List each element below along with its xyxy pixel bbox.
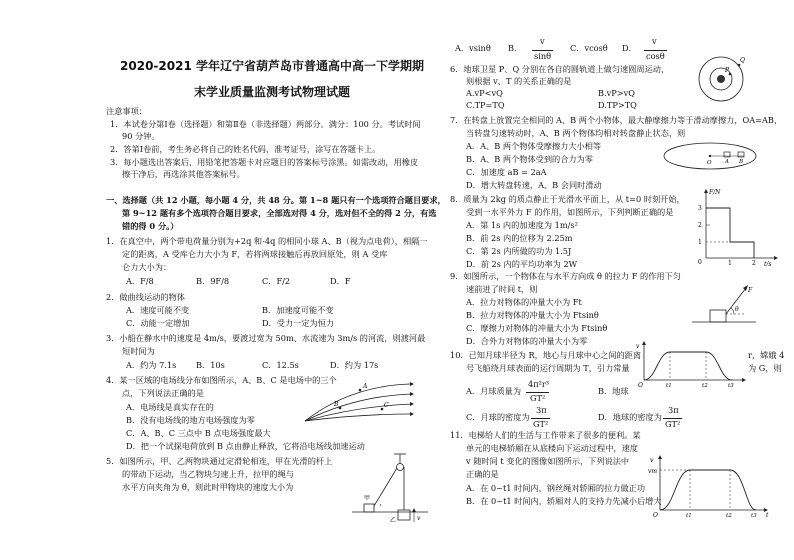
q3-option-b: B．10s <box>196 360 225 370</box>
section1-line-c: 错的得 0 分。） <box>122 221 179 231</box>
q5-option-b-num: v <box>540 36 545 46</box>
q10-option-c-den: GT² <box>533 419 549 429</box>
page-title-line1: 2020-2021 学年辽宁省葫芦岛市普通高中高一下学期期 <box>120 59 424 73</box>
tick-t2-2: t2 <box>726 513 732 518</box>
label-yi: 乙 <box>390 517 397 524</box>
q3-option-c: C．12.5s <box>262 360 299 370</box>
q3-option-a: A．约为 7.1s <box>126 360 177 370</box>
q8-option-c: C．第 2s 内所做的功为 1.5J <box>466 246 572 256</box>
q4-option-d: D．把一个试探电荷放到 B 点由静止释放，它将沿电场线加速运动 <box>126 441 365 451</box>
label-theta: θ <box>735 306 739 313</box>
q5-stem-b: 的带动下运动，当乙物块匀速上升，拉甲的绳与 <box>122 469 294 479</box>
q10-option-d-den: GT² <box>665 419 681 429</box>
q5-option-d-pre: D． <box>622 43 637 53</box>
q7-option-c: C．加速度 aB = 2aA <box>466 167 547 177</box>
velocity-time-graph-upper <box>636 340 748 388</box>
q7-turntable-figure <box>662 140 760 172</box>
q1-option-c: C．F/2 <box>262 276 291 286</box>
q1-stem-a: 1．在真空中，两个带电荷量分别为+2q 和-4q 的相同小球 A、B（视为点电荷），相隔一 <box>106 236 428 246</box>
q6-option-b: B.vP>vQ <box>598 88 635 98</box>
label-vm: vm <box>648 468 658 475</box>
svg-text:A: A <box>363 383 368 390</box>
axis-label-v: v <box>636 343 640 350</box>
q6-orbit-figure <box>695 53 747 105</box>
q10-option-d-pre: D．地球的密度为 <box>598 412 662 422</box>
q1-option-d: D．F <box>330 276 351 286</box>
note-3b: 擦干净后，再选涂其他答案标号。 <box>122 169 245 179</box>
tick-y-2: 2 <box>698 222 702 229</box>
q9-stem-b: 速前进了时间 t，则 <box>466 284 538 294</box>
q4-stem-b: 点，下列说法正确的是 <box>122 388 204 398</box>
section1-line-a: 一、选择题（共 12 小题，每小题 4 分，共 48 分。第 1~8 题只有一个选项符合题目要求， <box>106 195 446 205</box>
q7-stem-b: 当转盘匀速转动时，A、B 两个物体均相对转盘静止状态，则 <box>466 128 686 138</box>
q9-option-a: A．拉力对物体的冲量大小为 Ft <box>466 297 582 307</box>
q9-option-b: B．拉力对物体的冲量大小为 Ftsinθ <box>466 310 599 320</box>
q5-stem-a: 5．如图所示，甲、乙两物块通过定滑轮相连，甲在光滑的杆上 <box>106 456 333 466</box>
tick-t3: t3 <box>728 383 734 388</box>
q8-option-b: B．前 2s 内的位移为 2.25m <box>466 233 573 243</box>
q2-option-d: D．受力一定为恒力 <box>262 318 335 328</box>
axis-label-v2: v <box>650 457 654 464</box>
q4-option-a: A．电场线是真实存在的 <box>126 402 214 412</box>
q11-stem-b: 单元的电梯轿厢在从底楼向下运动过程中，速度 <box>466 443 638 453</box>
q5-option-b-den: sinθ <box>534 51 552 61</box>
q6-stem-a: 6．地球卫星 P、Q 分别在各自的圆轨道上做匀速圆周运动， <box>450 64 670 74</box>
q10-stem-b: 号飞船绕月球表面的运行周期为 T，引力常量 <box>466 363 630 373</box>
q7-option-d: D．增大转盘转速，A、B 会同时滑动 <box>466 180 602 190</box>
q6-option-a: A.vP<vQ <box>466 88 503 98</box>
label-jia: 甲 <box>364 495 371 502</box>
q5-pulley-figure <box>350 452 430 526</box>
q10-option-a-num: 4π²r³ <box>528 379 550 389</box>
axis-label-x: t/s <box>764 261 772 266</box>
q11-option-b: B．在 0~t1 时间内，轿厢对人的支持力先减小后增大 <box>466 496 662 506</box>
q1-stem-c: 仑力大小为： <box>122 262 172 272</box>
page-title-line2: 末学业质量监测考试物理试题 <box>193 85 350 99</box>
q9-option-c: C．摩擦力对物体的冲量大小为 Ftsinθ <box>466 323 608 333</box>
note-2: 2．答第Ⅰ卷前，考生务必将自己的姓名代码，准考证号，涂写在答题卡上。 <box>110 144 381 154</box>
block-yi <box>398 510 410 520</box>
tick-x-2: 2 <box>752 260 756 266</box>
q6-stem-b: 则根据 v、T 的关系正确的是 <box>466 76 572 86</box>
q8-option-a: A．第 1s 内的加速度为 1m/s² <box>466 220 578 230</box>
velocity-time-graph-lower <box>648 454 772 518</box>
q4-option-c: C．A、B、C 三点中 B 点电场强度最大 <box>126 428 271 438</box>
tick-y-1: 1 <box>698 239 702 246</box>
svg-text:C: C <box>384 402 389 409</box>
q3-stem-b: 短时间为 <box>122 346 155 356</box>
q8-option-d: D．前 2s 内的平均功率为 2W <box>466 259 578 269</box>
q7-option-b: B．A、B 两个物体受到的合力为零 <box>466 154 593 164</box>
q10-option-d-num: 3π <box>668 405 679 415</box>
q4-stem-a: 4．某一区域的电场线分布如图所示，A、B、C 是电场中的三个 <box>106 375 337 385</box>
tick-t1: t1 <box>666 383 672 388</box>
note-1b: 90 分钟。 <box>122 131 160 141</box>
label-q: Q <box>740 57 745 64</box>
q5-option-d-num: v <box>652 36 657 46</box>
q2-stem: 2．做曲线运动的物体 <box>106 292 185 302</box>
q10-option-a-den: GT² <box>526 392 549 405</box>
q11-option-a: A．在 0~t1 时间内，钢丝绳对轿厢的拉力做正功 <box>466 483 646 493</box>
origin-label: O <box>638 382 643 388</box>
axis-label-y: F/N <box>709 189 721 196</box>
q10-stem-b-end: 为 G，则 <box>748 363 782 373</box>
q1-stem-b: 定的距离，A 受库仑力大小为 F，若将两球接触后再放回原处，则 A 受库 <box>122 249 388 259</box>
q8-stem-a: 8．质量为 2kg 的质点静止于光滑水平面上，从 t=0 时刻开始， <box>450 194 685 204</box>
q1-option-a: A．F/8 <box>126 276 154 286</box>
note-1a: 1．本试卷分第Ⅰ卷（选择题）和第Ⅱ卷（非选择题）两部分。满分：100 分。考试时间 <box>110 119 421 129</box>
q8-stem-b: 受到一水平外力 F 的作用，如图所示，下列判断正确的是 <box>466 207 674 217</box>
pulley <box>397 464 404 471</box>
q10-option-b: B．地球 <box>598 386 629 396</box>
q5-stem-c: 水平方向夹角为 θ，则此时甲物块的速度大小为 <box>122 482 294 492</box>
q5-option-c: C．vcosθ <box>570 43 608 53</box>
tick-t2: t2 <box>702 383 708 388</box>
origin-label-2: O <box>653 512 658 518</box>
q8-force-time-graph <box>690 186 780 266</box>
notes-heading: 注意事项： <box>106 106 147 116</box>
q2-option-b: B．加速度可能不变 <box>262 305 334 315</box>
section1-line-b: 第 9~12 题有多个选项符合题目要求，全部选对得 4 分，选对但不全的得 2 分，有选 <box>122 208 437 218</box>
q10-stem-a: 10．已知月球半径为 R，地心与月球中心之间的距离 <box>450 350 642 360</box>
q9-block-force-figure <box>690 276 760 328</box>
label-o: O <box>707 160 712 166</box>
q10-option-c-pre: C．月球的密度为 <box>466 412 530 422</box>
q7-stem-a: 7．在转盘上放置完全相同的 A、B 两个小物体，最大静摩擦力等于滑动摩擦力，OA=AB， <box>450 115 783 125</box>
block-jia <box>364 504 374 512</box>
q11-stem-d: 正确的是 <box>466 469 499 479</box>
q5-option-a: A．vsinθ <box>455 43 491 53</box>
label-f: F <box>748 287 753 294</box>
q2-option-c: C．动能一定增加 <box>126 318 190 328</box>
q10-option-a-pre: A．月球质量为 <box>466 386 522 396</box>
q11-stem-a: 11．电梯给人们的生活与工作带来了很多的便利。某 <box>450 430 641 440</box>
q10-option-c-num: 3π <box>536 405 547 415</box>
note-3a: 3．每小题选出答案后，用铅笔把答题卡对应题目的答案标号涂黑。如需改动，用橡皮 <box>110 157 419 167</box>
q6-option-c: C.TP=TQ <box>466 100 505 110</box>
label-p: P <box>725 67 730 74</box>
label-v: v <box>417 515 421 522</box>
q4-field-lines-figure <box>300 376 420 426</box>
q3-option-d: D．约为 17s <box>330 360 379 370</box>
q11-stem-c: v 随时间 t 变化的图像如图所示，下列说法中 <box>466 456 630 466</box>
label-a: A <box>725 159 729 165</box>
axis-label-t: t <box>766 512 769 518</box>
q10-stem-a-end: r，嫦娥 4 <box>748 350 785 360</box>
q9-option-d: D．合外力对物体的冲量大小为零 <box>466 336 588 346</box>
q7-option-a: A．A、B 两个物体受摩擦力大小相等 <box>466 141 602 151</box>
tick-y-3: 3 <box>698 205 702 212</box>
q4-option-b: B．没有电场线的地方电场强度为零 <box>126 415 255 425</box>
q6-option-d: D.TP>TQ <box>598 100 637 110</box>
tick-x-0: 0 <box>698 259 702 266</box>
q2-option-a: A．速度可能不变 <box>126 305 190 315</box>
q5-option-d-den: cosθ <box>646 51 665 61</box>
q1-option-b: B．9F/8 <box>196 276 230 286</box>
q3-stem-a: 3．小船在静水中的速度是 4m/s，要渡过宽为 50m、水流速为 3m/s 的河流，则渡河最 <box>106 333 426 343</box>
label-b: B <box>739 159 744 165</box>
q9-stem-a: 9．如图所示，一个物体在与水平方向成 θ 的拉力 F 的作用下匀 <box>450 271 681 281</box>
svg-text:B: B <box>334 401 339 408</box>
tick-t3-2: t3 <box>751 513 757 518</box>
q5-option-b-pre: B． <box>508 43 523 53</box>
tick-t1-2: t1 <box>686 513 692 518</box>
tick-x-1: 1 <box>728 260 732 266</box>
